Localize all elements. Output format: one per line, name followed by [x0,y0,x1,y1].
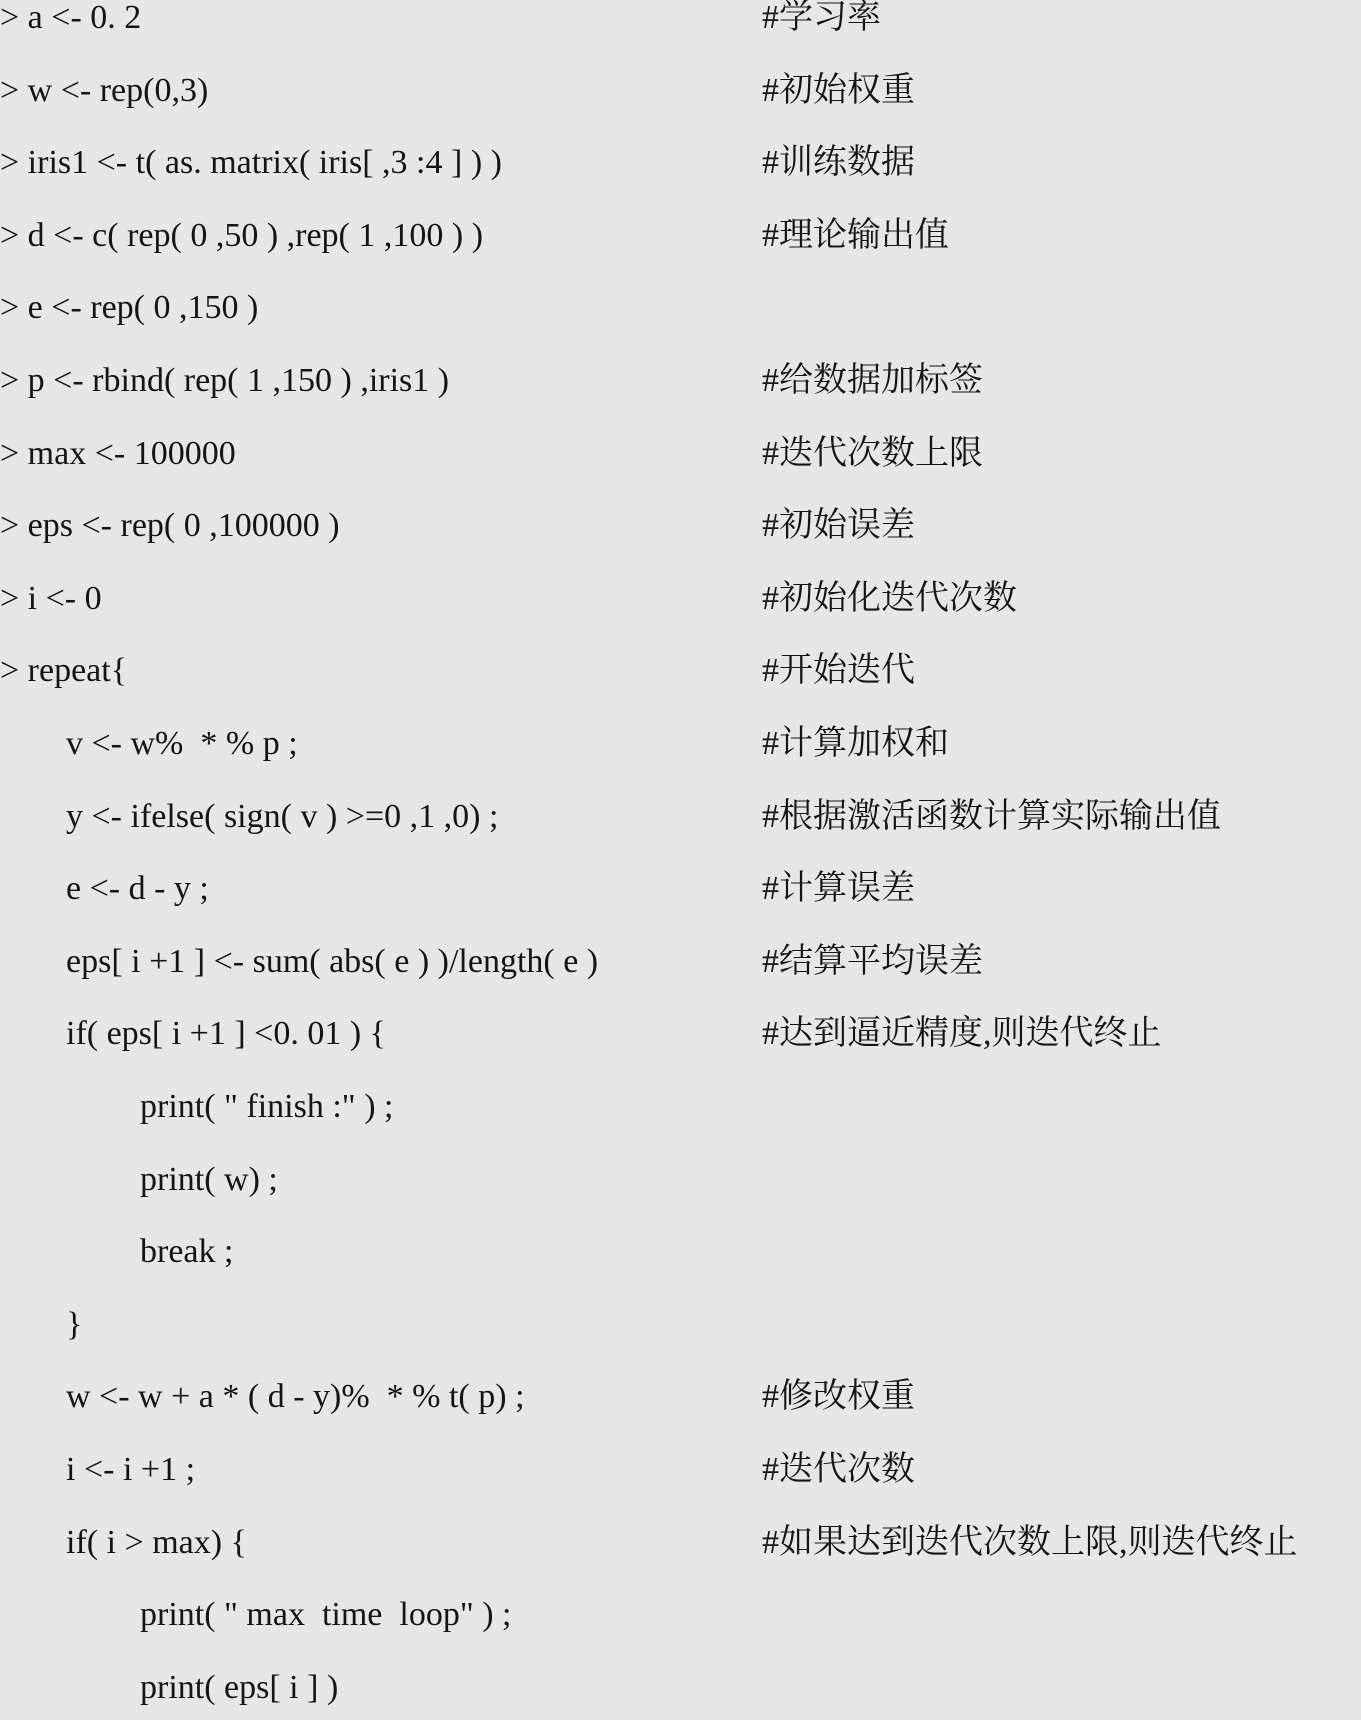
code-text: print( " finish :" ) ; [140,1088,394,1125]
code-line [0,1079,1361,1135]
code-comment: #迭代次数上限 [762,434,983,472]
code-comment: #学习率 [762,0,881,36]
code-line [0,280,1361,336]
code-comment: #开始迭代 [762,652,915,690]
code-line [0,1006,1361,1062]
code-comment: #结算平均误差 [762,942,983,980]
code-text: print( w) ; [140,1160,278,1198]
code-line [0,716,1361,772]
code-line [0,353,1361,409]
code-text: eps[ i +1 ] <- sum( abs( e ) )/length( e ) [66,942,599,980]
code-text: print( " max time loop" ) ; [140,1596,512,1634]
code-comment: #达到逼近精度,则迭代终止 [762,1015,1162,1053]
code-line [0,1587,1361,1643]
code-text: break ; [140,1233,234,1271]
code-comment: #计算加权和 [762,725,949,762]
code-text: if( eps[ i +1 ] <0. 01 ) { [66,1015,386,1053]
code-comment: #根据激活函数计算实际输出值 [762,797,1221,835]
code-comment: #计算误差 [762,870,915,908]
code-comment: #初始权重 [762,71,915,109]
code-text: v <- w% * % p ; [66,725,298,762]
code-line [0,498,1361,554]
code-comment: #初始化迭代次数 [762,579,1017,617]
code-text: i <- i +1 ; [66,1451,196,1488]
code-text: > e <- rep( 0 ,150 ) [0,289,259,327]
code-comment: #给数据加标签 [762,362,983,399]
code-line [0,63,1361,119]
code-comment: #迭代次数 [762,1451,915,1488]
code-line [0,571,1361,627]
code-text: > a <- 0. 2 [0,0,142,36]
code-comment: #理论输出值 [762,216,949,254]
code-line [0,1515,1361,1571]
code-text: if( i > max) { [66,1523,247,1561]
code-line [0,1297,1361,1353]
code-text: > repeat{ [0,652,128,690]
code-line [0,0,1361,46]
code-text: > iris1 <- t( as. matrix( iris[ ,3 :4 ] ) ) [0,144,502,182]
code-line [0,1442,1361,1498]
code-text: > p <- rbind( rep( 1 ,150 ) ,iris1 ) [0,362,450,399]
code-line [0,1369,1361,1425]
code-text: } [66,1305,83,1343]
code-text: print( eps[ i ] ) [140,1668,339,1706]
code-comment: #修改权重 [762,1378,915,1416]
code-text: > d <- c( rep( 0 ,50 ) ,rep( 1 ,100 ) ) [0,216,484,254]
code-text: y <- ifelse( sign( v ) >=0 ,1 ,0) ; [66,797,499,835]
code-line [0,135,1361,191]
code-comment: #初始误差 [762,507,915,545]
code-text: > max <- 100000 [0,434,236,472]
code-text: > eps <- rep( 0 ,100000 ) [0,507,340,545]
code-text: w <- w + a * ( d - y)% * % t( p) ; [66,1378,525,1416]
code-line [0,208,1361,264]
code-line [0,643,1361,699]
code-line [0,426,1361,482]
code-comment: #训练数据 [762,144,915,182]
code-comment: #如果达到迭代次数上限,则迭代终止 [762,1523,1298,1561]
code-text: > w <- rep(0,3) [0,71,209,109]
code-line [0,1660,1361,1716]
code-line [0,1224,1361,1280]
code-text: > i <- 0 [0,579,102,617]
code-line [0,1152,1361,1208]
code-text: e <- d - y ; [66,870,209,908]
code-line [0,789,1361,845]
code-line [0,861,1361,917]
code-line [0,934,1361,990]
